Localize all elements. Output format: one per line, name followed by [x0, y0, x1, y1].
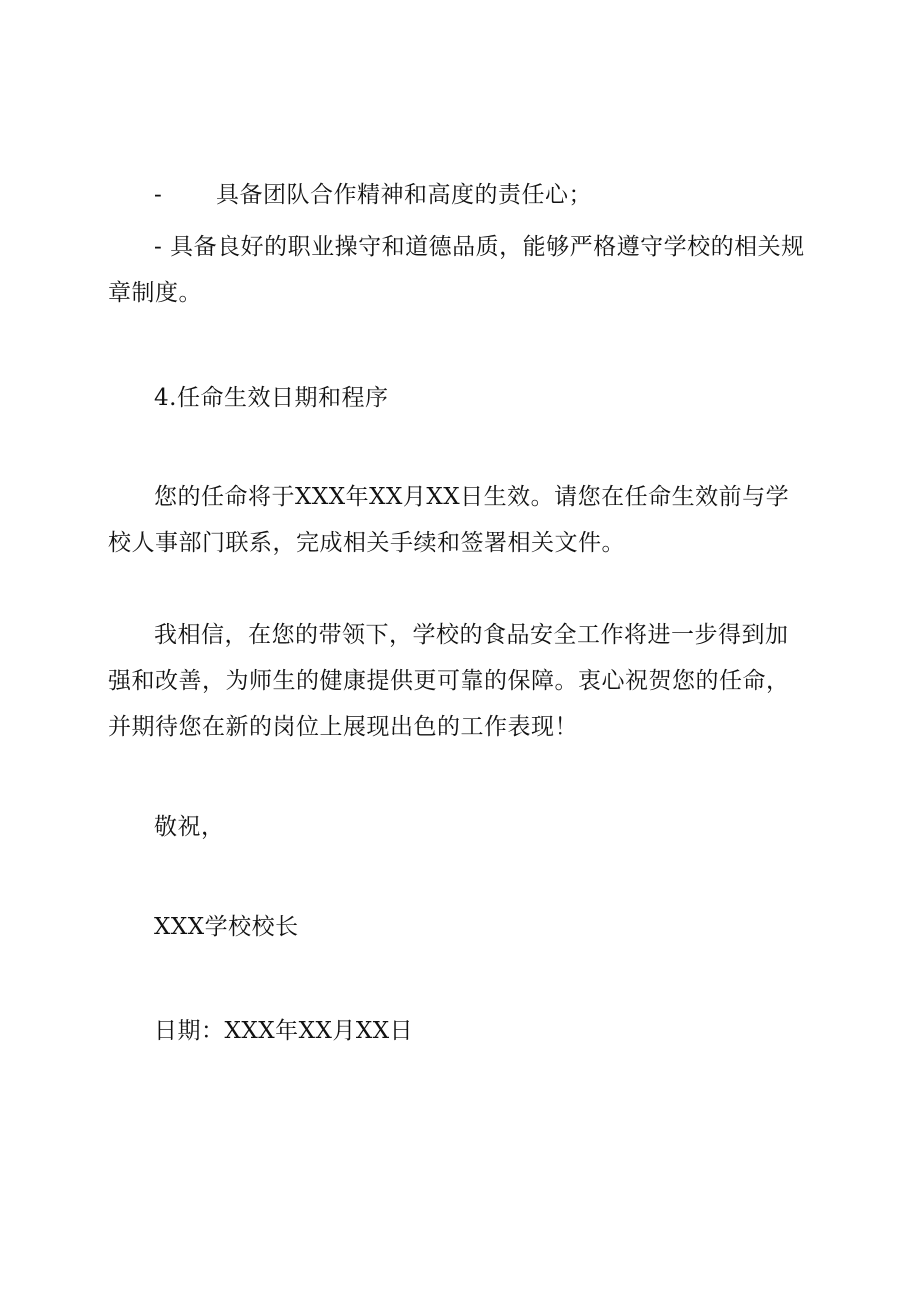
requirement-item-teamwork: [108, 172, 808, 218]
salutation: 敬祝，: [154, 814, 225, 840]
effective-date-paragraph: 您的任命将于XXX年XX月XX日生效。请您在任命生效前与学校人事部门联系，完成相关手续和签署相关文件。: [108, 484, 790, 556]
section-heading: 4.任命生效日期和程序: [154, 385, 389, 411]
list-dash: -: [154, 182, 163, 208]
signer: XXX学校校长: [154, 914, 299, 940]
requirement-item-teamwork-text: 具备团队合作精神和高度的责任心；: [216, 182, 592, 208]
closing-paragraph: 我相信，在您的带领下，学校的食品安全工作将进一步得到加强和改善，为师生的健康提供更可靠的保障。衷心祝贺您的任命，并期待您在新的岗位上展现出色的工作表现！: [108, 622, 790, 740]
requirement-item-ethics: - 具备良好的职业操守和道德品质，能够严格遵守学校的相关规章制度。: [108, 234, 805, 306]
date-line: 日期：XXX年XX月XX日: [154, 1018, 414, 1044]
